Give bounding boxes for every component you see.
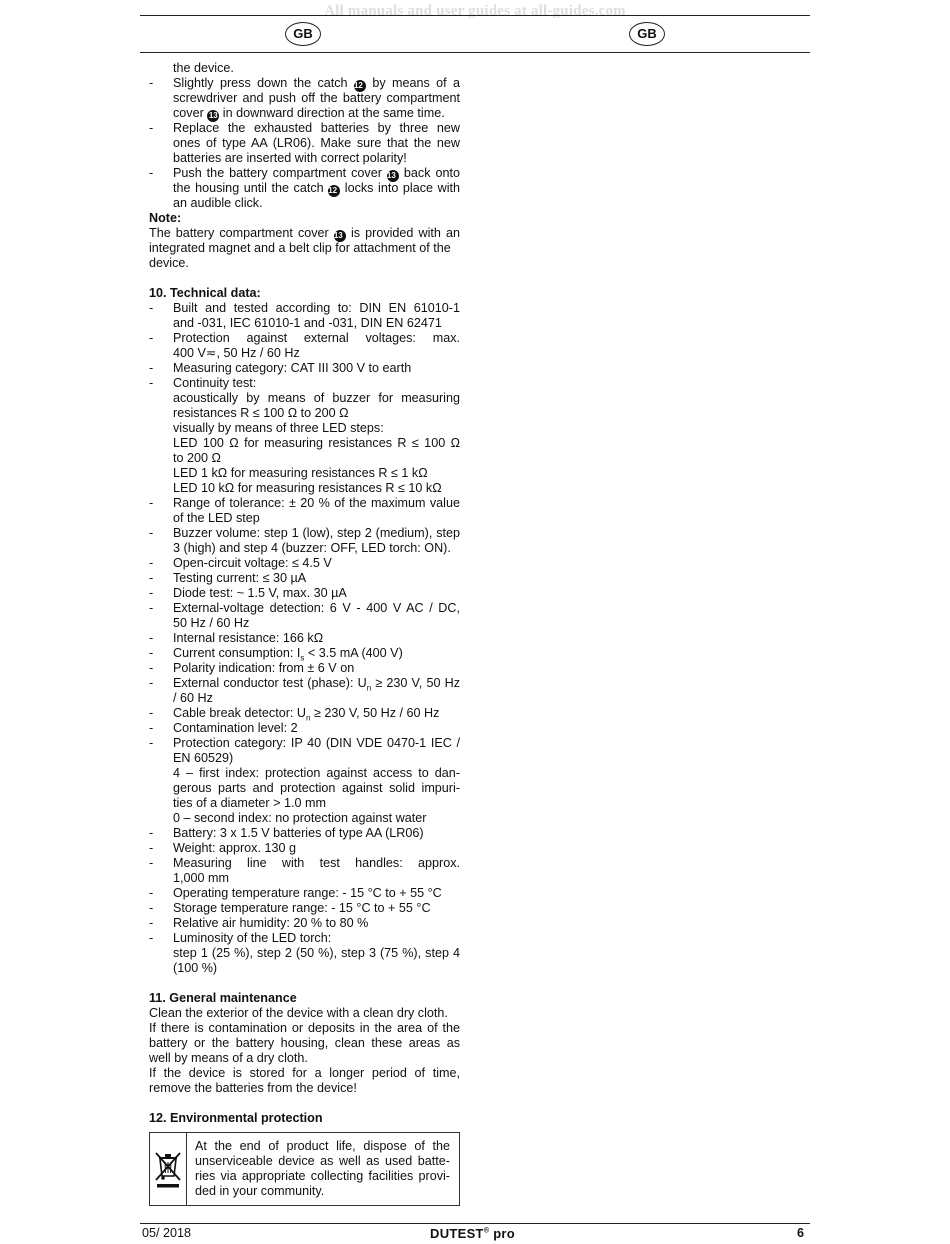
footer-page-number: 6 — [797, 1226, 805, 1240]
text-line: Operating temperature range: - 15 °C to + 55 °C — [173, 886, 442, 900]
list-item: - Battery: 3 x 1.5 V batteries of type AA (LR06) — [149, 826, 460, 841]
text-line: Storage temperature range: - 15 °C to + 55 °C — [173, 901, 431, 915]
text-line: Current consumption: $I_s < 3.5$ mA (400 V) — [173, 646, 403, 663]
text-line: Clean the exterior of the device with a clean dry cloth. — [149, 1006, 448, 1020]
text-line: Slightly press down the catch 12 by means of a — [173, 76, 461, 90]
text-line: Polarity indication: from ± 6 V on — [173, 661, 355, 675]
list-item: - Relative air humidity: 20 % to 80 % — [149, 916, 460, 931]
list-item: - Storage temperature range: - 15 °C to + 55 °C — [149, 901, 460, 916]
text-line: If there is contamination or deposits in the area of the — [149, 1021, 460, 1035]
text-line: the housing until the catch 12 locks into place with — [173, 181, 460, 195]
text-line: Open-circuit voltage: ≤ 4.5 V — [173, 556, 332, 570]
text-line: battery or the battery housing, clean these areas as — [149, 1036, 460, 1050]
list-item: - Slightly press down the catch 12 by means of a screwdriver and push off the battery compartment cover 13 in downward direction at the same time. — [149, 76, 461, 120]
text-line: External conductor test (phase): $U_n \ge 230$ V, 50 Hz — [173, 676, 460, 693]
text-line: Diode test: ~ 1.5 V, max. 30 µA — [173, 586, 347, 600]
text-line: resistances R ≤ 100 Ω to 200 Ω — [173, 406, 349, 420]
list-item: - Luminosity of the LED torch: step 1 (25 %), step 2 (50 %), step 3 (75 %), step 4 (100 %) — [149, 931, 460, 975]
text-line: to 200 Ω — [173, 451, 221, 465]
list-item: - Current consumption: $I_s < 3.5$ mA (400 V) — [149, 646, 460, 661]
text-line: LED 1 kΩ for measuring resistances R ≤ 1 kΩ — [173, 466, 428, 480]
cover-marker-icon: 13 — [387, 170, 399, 182]
list-item: - Open-circuit voltage: ≤ 4.5 V — [149, 556, 460, 571]
footer-brand: DUTEST® pro — [430, 1226, 516, 1241]
text-line: Protection category: IP 40 (DIN VDE 0470-1 IEC / — [173, 736, 460, 750]
language-badge-right: GB — [629, 22, 665, 46]
text-line: screwdriver and push off the battery compartment — [173, 91, 460, 105]
cover-marker-icon: 13 — [208, 111, 218, 120]
text-line: At the end of product life, dispose of the — [195, 1139, 450, 1153]
text-line: Replace the exhausted batteries by three new — [173, 121, 460, 135]
text-line: 1,000 mm — [173, 871, 229, 885]
text-line: gerous parts and protection against solid impuri- — [173, 781, 460, 795]
watermark: All manuals and user guides at all-guides.com — [324, 3, 626, 19]
text-line: Built and tested according to: DIN EN 61010-1 — [173, 301, 460, 315]
catch-marker-icon: 12 — [354, 80, 366, 92]
note-heading: Note: — [149, 211, 182, 225]
text-line: ties of a diameter > 1.0 mm — [173, 796, 326, 810]
text-line: integrated magnet and a belt clip for attachment of the — [149, 241, 451, 255]
text-line: Buzzer volume: step 1 (low), step 2 (medium), step — [173, 526, 460, 540]
list-item: - Protection against external voltages: max. 400 V≂, 50 Hz / 60 Hz — [149, 331, 460, 360]
list-item: - Internal resistance: 166 kΩ — [149, 631, 460, 646]
text-line: Push the battery compartment cover 13 back onto — [173, 166, 461, 180]
cover-marker-icon: 13 — [334, 230, 346, 242]
text-line: Measuring line with test handles: approx. — [173, 856, 460, 870]
text-line: 3 (high) and step 4 (buzzer: OFF, LED torch: ON). — [173, 541, 451, 555]
list-item: - Cable break detector: $U_n \ge 230$ V, 50 Hz / 60 Hz — [149, 706, 460, 721]
text-line: acoustically by means of buzzer for measuring — [173, 391, 460, 405]
text-line: Continuity test: — [173, 376, 257, 390]
text-line: 0 – second index: no protection against water — [173, 811, 427, 825]
list-item: - Contamination level: 2 — [149, 721, 460, 736]
text-line: batteries are inserted with correct polarity! — [173, 151, 407, 165]
text-line: well by means of a dry cloth. — [149, 1051, 308, 1065]
section-heading-technical-data: 10. Technical data: — [149, 286, 261, 300]
text-line: ones of type AA (LR06). Make sure that the new — [173, 136, 460, 150]
list-item: - Protection category: IP 40 (DIN VDE 0470-1 IEC / EN 60529) 4 – first index: protection against access to dan- gerous parts and protection against solid impuri- ties of a diameter > 1.0 mm 0 – second index: no protection against water — [149, 736, 460, 825]
section-heading-environment: 12. Environmental protection — [149, 1111, 323, 1125]
text-line: unserviceable device as well as used batte- — [195, 1154, 450, 1168]
text-line: The battery compartment cover 13 is provided with an — [149, 226, 461, 240]
text-line: ded in your community. — [195, 1184, 325, 1198]
text-line: Measuring category: CAT III 300 V to earth — [173, 361, 412, 375]
footer-date: 05/ 2018 — [142, 1226, 192, 1240]
section-heading-maintenance: 11. General maintenance — [149, 991, 297, 1005]
header-bottom-rule — [140, 52, 810, 53]
list-item: - Measuring category: CAT III 300 V to earth — [149, 361, 460, 376]
text-line: Internal resistance: 166 kΩ — [173, 631, 324, 645]
content-column — [149, 61, 460, 1206]
text-line: Relative air humidity: 20 % to 80 % — [173, 916, 369, 930]
language-badge-left: GB — [285, 22, 321, 46]
list-item: - Measuring line with test handles: approx. 1,000 mm — [149, 856, 460, 885]
text-line: and -031, IEC 61010-1 and -031, DIN EN 62471 — [173, 316, 442, 330]
text-line: of the LED step — [173, 511, 260, 525]
text-line: step 1 (25 %), step 2 (50 %), step 3 (75 %), step 4 — [173, 946, 460, 960]
list-item: - Weight: approx. 130 g — [149, 841, 460, 856]
text-line: Battery: 3 x 1.5 V batteries of type AA (LR06) — [173, 826, 424, 840]
list-item: - Replace the exhausted batteries by three new ones of type AA (LR06). Make sure that the new batteries are inserted with correct polarity! — [149, 121, 460, 165]
text-line: the device. — [173, 61, 234, 75]
list-item: - Polarity indication: from ± 6 V on — [149, 661, 460, 676]
text-line: an audible click. — [173, 196, 263, 210]
list-item: - External conductor test (phase): $U_n \ge 230$ V, 50 Hz / 60 Hz — [149, 676, 460, 705]
list-item: - Operating temperature range: - 15 °C to + 55 °C — [149, 886, 460, 901]
text-line: Protection against external voltages: max. — [173, 331, 460, 345]
list-item: - Push the battery compartment cover 13 back onto the housing until the catch 12 locks into place with an audible click. — [149, 166, 461, 210]
crossed-out-wheelie-bin-icon — [150, 1133, 187, 1205]
text-line: Testing current: ≤ 30 µA — [173, 571, 307, 585]
text-line: 50 Hz / 60 Hz — [173, 616, 250, 630]
text-line: Contamination level: 2 — [173, 721, 298, 735]
header-top-rule — [140, 15, 810, 16]
text-line: LED 100 Ω for measuring resistances R ≤ 100 Ω — [173, 436, 460, 450]
text-line: cover 13 in downward direction at the same time. — [173, 106, 445, 120]
footer-rule — [140, 1223, 810, 1224]
text-line: (100 %) — [173, 961, 218, 975]
list-item: - External-voltage detection: 6 V - 400 V AC / DC, 50 Hz / 60 Hz — [149, 601, 460, 630]
text-line: device. — [149, 256, 189, 270]
text-line: Weight: approx. 130 g — [173, 841, 296, 855]
text-line: / 60 Hz — [173, 691, 213, 705]
text-line: LED 10 kΩ for measuring resistances R ≤ 10 kΩ — [173, 481, 442, 495]
list-item: - Built and tested according to: DIN EN 61010-1 and -031, IEC 61010-1 and -031, DIN EN 62471 — [149, 301, 460, 330]
environment-notice-box — [149, 1132, 460, 1206]
text-line: Range of tolerance: ± 20 % of the maximum value — [173, 496, 460, 510]
text-line: 400 V≂, 50 Hz / 60 Hz — [173, 346, 300, 360]
text-line: Cable break detector: $U_n \ge 230$ V, 50 Hz / 60 Hz — [173, 706, 440, 723]
text-line: visually by means of three LED steps: — [173, 421, 384, 435]
list-item: - Testing current: ≤ 30 µA — [149, 571, 460, 586]
list-item: - Continuity test: acoustically by means of buzzer for measuring resistances R ≤ 100 Ω to 200 Ω visually by means of three LED steps: LED 100 Ω for measuring resistances R ≤ 100 Ω to 200 Ω LED 1 kΩ for measuring resistances R ≤ 1 kΩ LED 10 kΩ for measuring resistances R ≤ 10 kΩ — [149, 376, 460, 495]
text-line: External-voltage detection: 6 V - 400 V AC / DC, — [173, 601, 460, 615]
text-line: Luminosity of the LED torch: — [173, 931, 332, 945]
list-item: - Range of tolerance: ± 20 % of the maximum value of the LED step — [149, 496, 460, 525]
catch-marker-icon: 12 — [328, 185, 340, 197]
text-line: remove the batteries from the device! — [149, 1081, 357, 1095]
text-line: EN 60529) — [173, 751, 234, 765]
list-item: - Buzzer volume: step 1 (low), step 2 (medium), step 3 (high) and step 4 (buzzer: OFF, LED torch: ON). — [149, 526, 460, 555]
text-line: 4 – first index: protection against access to dan- — [173, 766, 460, 780]
list-item: - Diode test: ~ 1.5 V, max. 30 µA — [149, 586, 460, 601]
text-line: ries via appropriate collecting facilities provi- — [195, 1169, 450, 1183]
text-line: If the device is stored for a longer period of time, — [149, 1066, 460, 1080]
